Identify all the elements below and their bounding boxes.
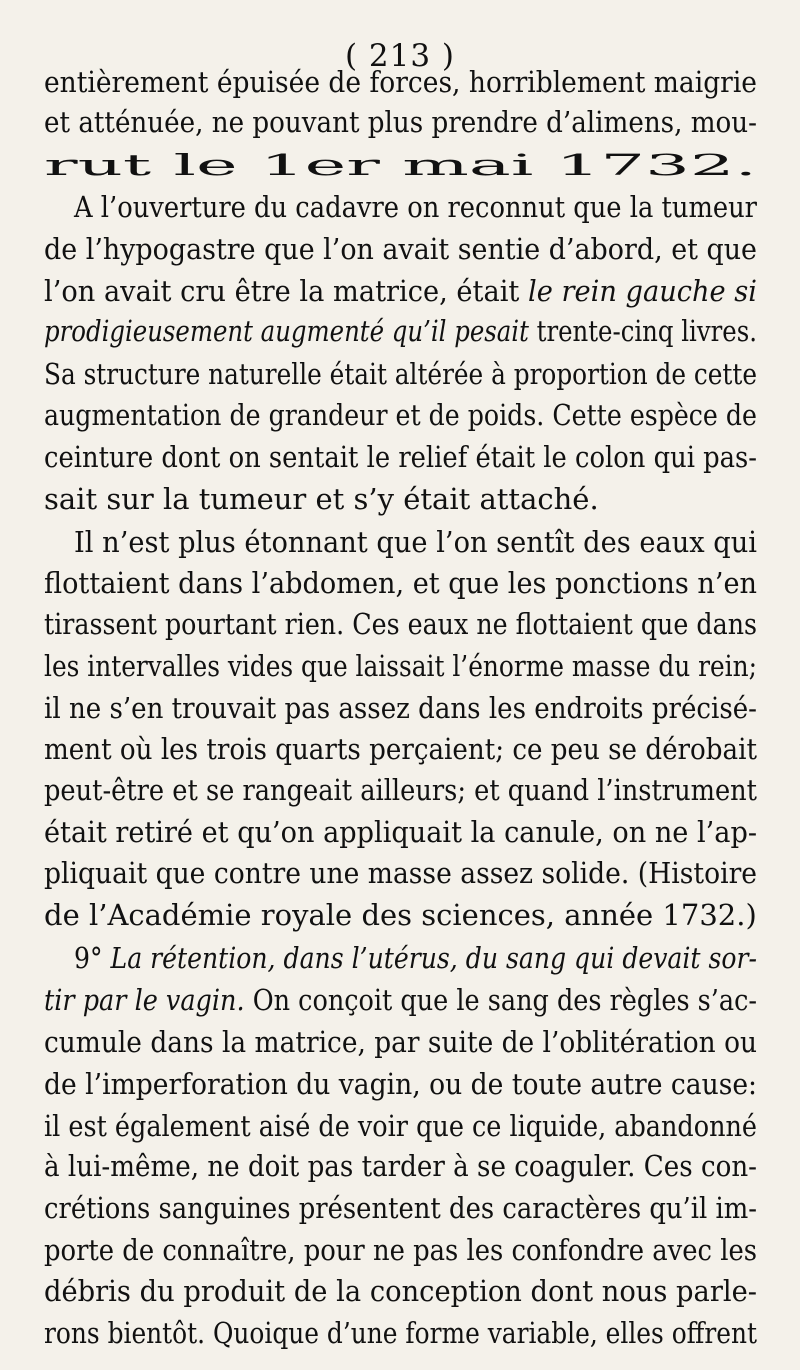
text-segment: prodigieusement augmenté qu’il pesait xyxy=(44,314,529,348)
text-line xyxy=(0,62,800,102)
text-line xyxy=(0,1106,800,1146)
text-segment: de l’Académie royale des sciences, année 1732.) xyxy=(44,898,757,932)
text-line xyxy=(0,522,800,562)
text-line xyxy=(0,187,800,227)
text-line xyxy=(0,729,800,769)
text-segment: de l’hypogastre que l’on avait sentie d’abord, et que xyxy=(44,232,757,266)
text-segment: le rein gauche si xyxy=(528,274,757,308)
text-line xyxy=(0,1146,800,1186)
text-segment: Sa structure naturelle était altérée à proportion de cette xyxy=(44,357,757,391)
text-segment: les intervalles vides que laissait l’énorme masse du rein; xyxy=(44,649,757,683)
text-segment: entièrement épuisée de forces, horriblement maigrie xyxy=(44,65,757,99)
text-segment: crétions sanguines présentent des caractères qu’il im- xyxy=(44,1191,757,1225)
text-line xyxy=(0,604,800,644)
text-segment: ment où les trois quarts perçaient; ce peu se dérobait xyxy=(44,732,757,766)
text-segment: porte de connaître, pour ne pas les confondre avec les xyxy=(44,1233,757,1267)
text-segment: à lui-même, ne doit pas tarder à se coaguler. Ces con- xyxy=(44,1149,757,1183)
text-segment: trente-cinq livres. xyxy=(528,314,757,348)
text-line xyxy=(0,311,800,351)
text-segment: tir par le vagin. xyxy=(44,983,245,1017)
text-line xyxy=(0,1064,800,1104)
text-line xyxy=(0,688,800,728)
text-segment: rons bientôt. Quoique d’une forme variable, elles offrent xyxy=(44,1316,757,1350)
text-line xyxy=(0,895,800,935)
text-line xyxy=(0,271,800,311)
text-segment: flottaient dans l’abdomen, et que les ponctions n’en xyxy=(44,566,757,600)
text-line xyxy=(0,1313,800,1353)
text-line xyxy=(0,437,800,477)
text-segment: l’on avait cru être la matrice, était xyxy=(44,274,529,308)
text-line xyxy=(0,145,800,185)
text-line xyxy=(0,229,800,269)
text-segment: et atténuée, ne pouvant plus prendre d’alimens, mou- xyxy=(44,105,757,139)
text-line xyxy=(0,1022,800,1062)
text-line xyxy=(0,479,800,519)
text-segment: ceinture dont on sentait le relief était le colon qui pas- xyxy=(44,440,757,474)
page-number: ( 213 ) xyxy=(344,38,456,74)
text-line xyxy=(0,938,800,978)
text-segment: cumule dans la matrice, par suite de l’oblitération ou xyxy=(44,1025,757,1059)
text-line xyxy=(0,1271,800,1311)
text-line xyxy=(0,770,800,810)
text-line xyxy=(0,1230,800,1270)
text-segment: 9° xyxy=(74,941,111,975)
text-segment: tirassent pourtant rien. Ces eaux ne flottaient que dans xyxy=(44,607,757,641)
text-segment: il est également aisé de voir que ce liquide, abandonné xyxy=(44,1109,757,1143)
text-segment: de l’imperforation du vagin, ou de toute autre cause: xyxy=(44,1067,757,1101)
text-segment: A l’ouverture du cadavre on reconnut que la tumeur xyxy=(74,190,757,224)
text-segment: débris du produit de la conception dont nous parle- xyxy=(44,1274,757,1308)
text-segment: Il n’est plus étonnant que l’on sentît des eaux qui xyxy=(74,525,757,559)
text-line xyxy=(0,646,800,686)
text-segment: On conçoit que le sang des règles s’ac- xyxy=(244,983,758,1017)
text-line xyxy=(0,853,800,893)
text-segment: peut-être et se rangeait ailleurs; et quand l’instrument xyxy=(44,773,757,807)
text-segment: rut le 1er mai 1732. xyxy=(44,148,757,182)
text-line xyxy=(0,563,800,603)
text-line xyxy=(0,812,800,852)
text-line xyxy=(0,1188,800,1228)
text-line xyxy=(0,980,800,1020)
text-segment: était retiré et qu’on appliquait la canule, on ne l’ap- xyxy=(44,815,757,849)
text-segment: il ne s’en trouvait pas assez dans les endroits précisé- xyxy=(44,691,757,725)
text-segment: augmentation de grandeur et de poids. Cette espèce de xyxy=(44,398,757,432)
text-segment: La rétention, dans l’utérus, du sang qui devait sor- xyxy=(110,941,757,975)
text-segment: sait sur la tumeur et s’y était attaché. xyxy=(44,482,599,516)
text-line xyxy=(0,354,800,394)
text-line xyxy=(0,102,800,142)
text-line xyxy=(0,395,800,435)
text-segment: pliquait que contre une masse assez solide. (Histoire xyxy=(44,856,757,890)
